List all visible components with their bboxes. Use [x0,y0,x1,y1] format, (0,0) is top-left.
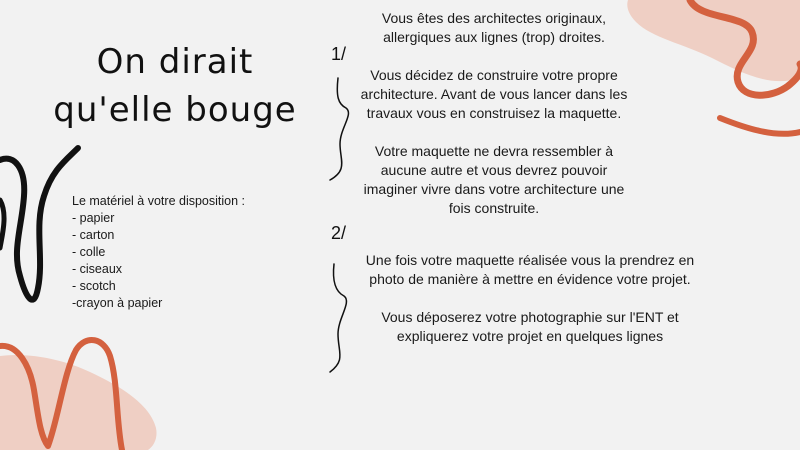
step2-squiggle-line [330,264,346,372]
step-1-paragraph: Votre maquette ne devra ressembler à aucune autre et vous devrez pouvoir imaginer vivre dans votre architecture une fois construite. [363,143,625,216]
list-item: - papier [72,211,115,225]
list-item: - colle [72,245,106,259]
title-line-1: On dirait [96,42,254,82]
list-item: - carton [72,228,115,242]
title-line-2: qu'elle bouge [53,90,297,130]
page-title [40,38,310,134]
step1-squiggle-line [330,78,348,180]
black-squiggle-left [0,148,78,300]
black-squiggle-left-2 [0,200,4,248]
step-2-text [362,251,698,346]
step-1-number: 1/ [331,44,347,64]
list-item: - ciseaux [72,262,123,276]
orange-squiggle-top-right-2 [720,118,800,134]
materials-list [72,193,245,312]
materials-heading: Le matériel à votre disposition : [72,194,246,208]
step-1-paragraph: Vous décidez de construire votre propre architecture. Avant de vous lancer dans les travaux vous en construisez la maquette. [360,67,628,121]
step-1-paragraph: Vous êtes des architectes originaux, allergiques aux lignes (trop) droites. [381,10,607,45]
list-item: -crayon à papier [72,296,163,310]
list-item: - scotch [72,279,116,293]
step-2-paragraph: Une fois votre maquette réalisée vous la prendrez en photo de manière à mettre en évidence votre projet. [365,252,695,287]
blush-blob-bottom-left [0,355,157,450]
step-2-paragraph: Vous déposerez votre photographie sur l'ENT et expliquerez votre projet en quelques lignes [381,309,679,344]
step-1-text [358,9,630,218]
step-2-number: 2/ [331,223,347,243]
